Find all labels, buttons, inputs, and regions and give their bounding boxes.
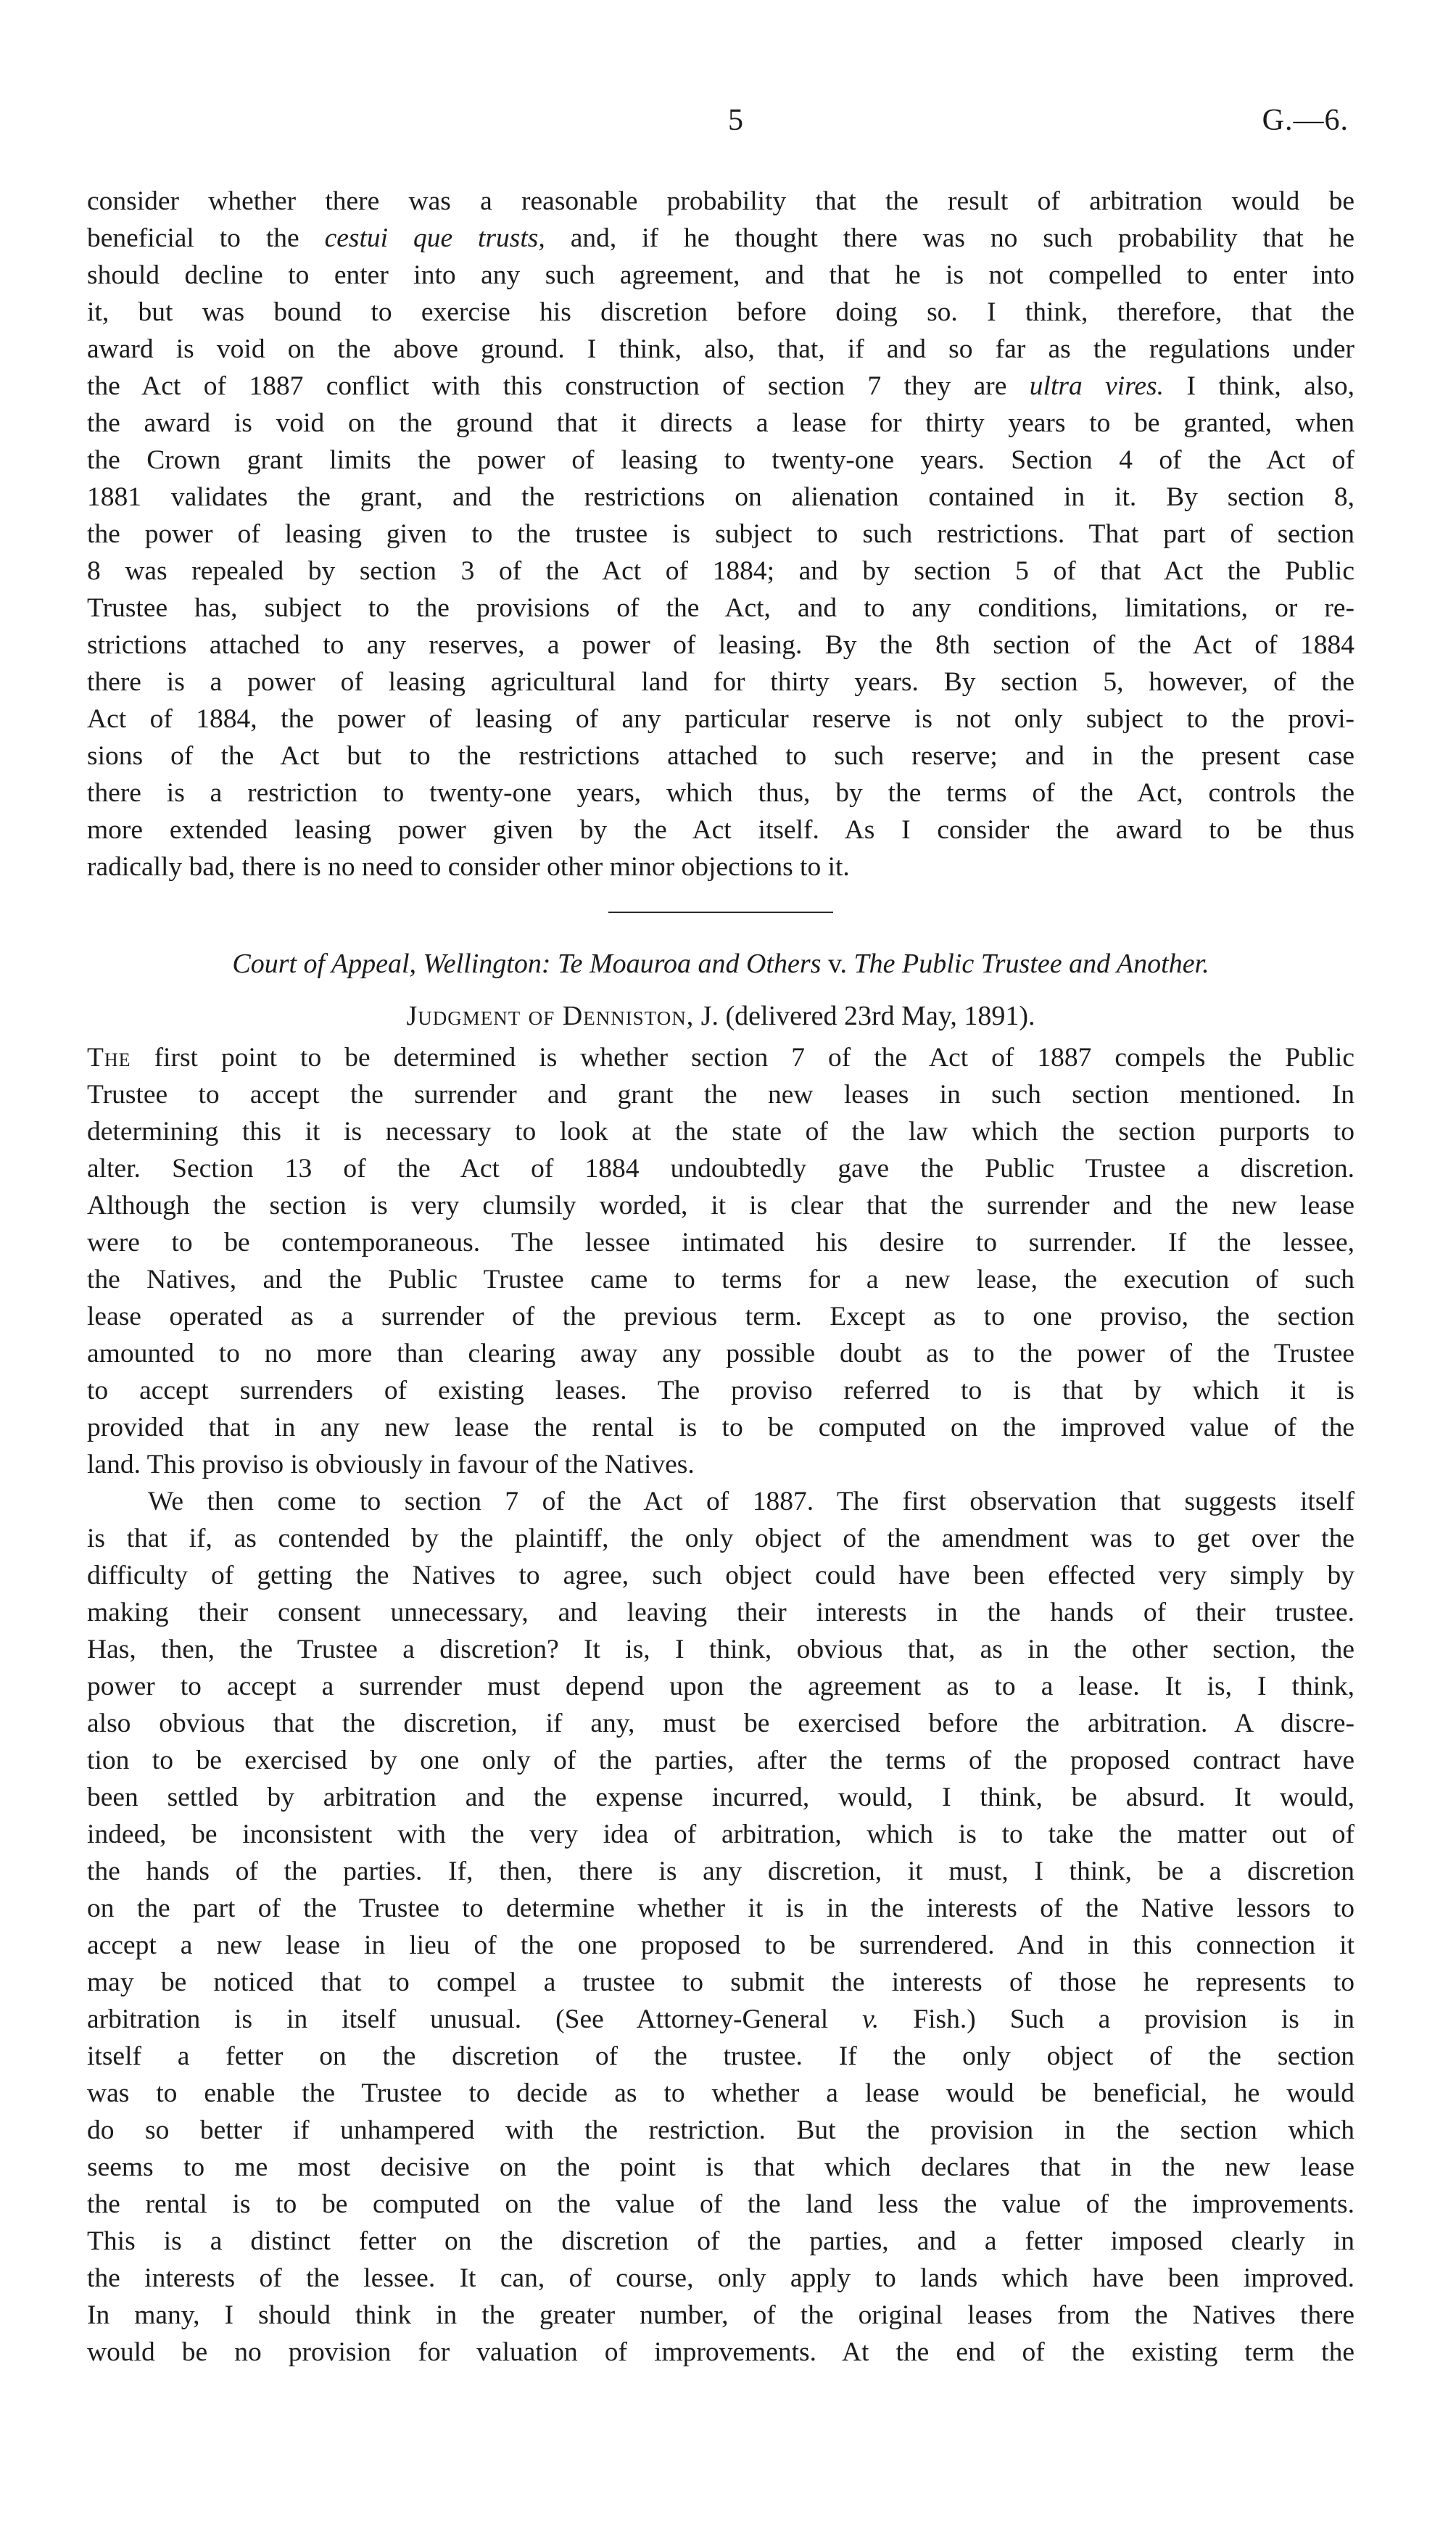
paragraph-line: [87, 183, 1354, 220]
paragraph-line: [87, 1557, 1354, 1594]
paragraph-line: [87, 2186, 1354, 2223]
paragraph-line: [87, 701, 1354, 738]
line-text: would be no provision for valuation of improvements. At the end of the existing term the: [87, 2337, 1354, 2367]
line-text: We then come to section 7 of the Act of 1887. The first observation that suggests itself: [148, 1487, 1354, 1516]
paragraph-line: [87, 2260, 1354, 2297]
paragraph-line: [87, 1631, 1354, 1668]
page-body: [87, 183, 1354, 2371]
paragraph-line: [87, 775, 1354, 811]
line-text: the Act of 1887 conflict with this construction of section 7 they are: [87, 371, 1030, 401]
line-text: the power of leasing given to the trustee is subject to such restrictions. That part of section: [87, 519, 1354, 549]
paragraph-line: [87, 1261, 1354, 1298]
line-text: the interests of the lessee. It can, of course, only apply to lands which have been improved.: [87, 2263, 1354, 2293]
paragraph-line: [87, 553, 1354, 590]
case-title-court-parties: Court of Appeal, Wellington: Te Moauroa and Others: [232, 949, 822, 979]
line-text: consider whether there was a reasonable probability that the result of arbitration would be: [87, 186, 1354, 216]
page-header: [0, 103, 1456, 146]
paragraph-line: [87, 1187, 1354, 1224]
paragraph-line: [87, 2334, 1354, 2371]
italic-term: cestui que trusts,: [324, 223, 545, 253]
line-text: strictions attached to any reserves, a power of leasing. By the 8th section of the Act of 1884: [87, 630, 1354, 660]
paragraph-line: [87, 1779, 1354, 1816]
line-text: 8 was repealed by section 3 of the Act of 1884; and by section 5 of that Act the Public: [87, 556, 1354, 586]
line-text: indeed, be inconsistent with the very idea of arbitration, which is to take the matter out of: [87, 1820, 1354, 1849]
judgment-paragraph-2: [87, 1483, 1354, 2371]
line-text: is that if, as contended by the plaintiff, the only object of the amendment was to get over the: [87, 1524, 1354, 1553]
paragraph-line: [87, 2038, 1354, 2075]
paragraph-line: [87, 1224, 1354, 1261]
paragraph-line: [87, 2149, 1354, 2186]
line-text: In many, I should think in the greater number, of the original leases from the Natives there: [87, 2300, 1354, 2330]
paragraph-line: [87, 811, 1354, 848]
line-text: it, but was bound to exercise his discretion before doing so. I think, therefore, that the: [87, 297, 1354, 327]
line-text: on the part of the Trustee to determine whether it is in the interests of the Native lessors to: [87, 1893, 1354, 1923]
judgment-paragraph-1-body: [87, 1076, 1354, 1483]
page-number: 5: [728, 104, 743, 137]
paragraph-line: [87, 1890, 1354, 1927]
section-divider: [608, 912, 833, 913]
line-text: was to enable the Trustee to decide as to whether a lease would be beneficial, he would: [87, 2078, 1354, 2108]
judgment-heading: [87, 997, 1354, 1035]
judgment-continuation-paragraph: [87, 183, 1354, 885]
line-text: Trustee to accept the surrender and grant the new leases in such section mentioned. In: [87, 1080, 1354, 1110]
line-text: the Crown grant limits the power of leasing to twenty-one years. Section 4 of the Act of: [87, 445, 1354, 475]
line-text: determining this it is necessary to look at the state of the law which the section purports to: [87, 1117, 1354, 1147]
lead-word: The: [87, 1043, 131, 1073]
case-title-respondents: The Public Trustee and Another.: [853, 949, 1209, 979]
line-text: beneficial to the: [87, 223, 325, 253]
line-text: were to be contemporaneous. The lessee intimated his desire to surrender. If the lessee,: [87, 1228, 1354, 1257]
paragraph-line: [87, 1668, 1354, 1705]
line-text: award is void on the above ground. I think, also, that, if and so far as the regulations under: [87, 334, 1354, 364]
paragraph-line: [87, 1594, 1354, 1631]
line-text: there is a power of leasing agricultural land for thirty years. By section 5, however, of the: [87, 667, 1354, 697]
paragraph-line: [87, 1409, 1354, 1446]
paragraph-line: [87, 2001, 1354, 2038]
paragraph-line: [87, 1335, 1354, 1372]
paragraph-line: [87, 590, 1354, 627]
paragraph-line: [87, 1372, 1354, 1409]
paragraph-line: [87, 1076, 1354, 1113]
paragraph-line: [87, 1113, 1354, 1150]
line-text: I think, also,: [1164, 371, 1355, 401]
line-text: sions of the Act but to the restrictions attached to such reserve; and in the present case: [87, 741, 1354, 771]
judgment-paragraph-1: [87, 1039, 1354, 1076]
paragraph-line: [87, 1446, 1354, 1483]
line-text: lease operated as a surrender of the previous term. Except as to one proviso, the section: [87, 1302, 1354, 1331]
judgment-heading-judge: Judgment of Denniston,: [406, 1001, 695, 1031]
line-text: 1881 validates the grant, and the restrictions on alienation contained in it. By section 8,: [87, 482, 1354, 512]
first-line-text: first point to be determined is whether section 7 of the Act of 1887 compels the Public: [131, 1043, 1354, 1073]
paragraph-line: [87, 1520, 1354, 1557]
paragraph-line: [87, 664, 1354, 701]
line-text: This is a distinct fetter on the discretion of the parties, and a fetter imposed clearly in: [87, 2226, 1354, 2256]
paragraph-line: [87, 1742, 1354, 1779]
line-text: there is a restriction to twenty-one years, which thus, by the terms of the Act, controls the: [87, 778, 1354, 808]
case-title-versus: v.: [821, 949, 854, 979]
line-text: and, if he thought there was no such probability that he: [545, 223, 1355, 253]
paragraph-line: [87, 405, 1354, 442]
line-text: Has, then, the Trustee a discretion? It is, I think, obvious that, as in the other section, the: [87, 1635, 1354, 1664]
paragraph-line: [87, 368, 1354, 405]
paragraph-line: [87, 294, 1354, 331]
paragraph-line: [87, 2297, 1354, 2334]
line-text: should decline to enter into any such agreement, and that he is not compelled to enter into: [87, 260, 1354, 290]
paragraph-line: [87, 331, 1354, 368]
italic-term: ultra vires.: [1029, 371, 1165, 401]
paragraph-line: [87, 1816, 1354, 1853]
line-text: provided that in any new lease the rental is to be computed on the improved value of the: [87, 1413, 1354, 1442]
line-text: to accept surrenders of existing leases. The proviso referred to is that by which it is: [87, 1376, 1354, 1405]
judgment-heading-date: J. (delivered 23rd May, 1891).: [694, 1001, 1035, 1031]
paragraph-line: [87, 516, 1354, 553]
line-text: Fish.) Such a provision is in: [879, 2004, 1354, 2034]
line-text: the rental is to be computed on the value of the land less the value of the improvements.: [87, 2189, 1354, 2219]
case-title: [87, 945, 1354, 983]
paragraph-line: [87, 442, 1354, 479]
line-text: difficulty of getting the Natives to agree, such object could have been effected very simply by: [87, 1561, 1354, 1590]
line-text: amounted to no more than clearing away any possible doubt as to the power of the Trustee: [87, 1339, 1354, 1368]
line-text: also obvious that the discretion, if any, must be exercised before the arbitration. A discre-: [87, 1709, 1354, 1738]
paragraph-line: [87, 2075, 1354, 2112]
paragraph-line: [87, 738, 1354, 775]
line-text: Although the section is very clumsily worded, it is clear that the surrender and the new lease: [87, 1191, 1354, 1221]
line-text: do so better if unhampered with the restriction. But the provision in the section which: [87, 2115, 1354, 2145]
paragraph-line: [87, 1298, 1354, 1335]
line-text: radically bad, there is no need to consider other minor objections to it.: [87, 852, 850, 882]
paragraph-line: [87, 1964, 1354, 2001]
italic-term: v.: [862, 2004, 880, 2034]
paragraph-line: [87, 220, 1354, 257]
line-text: seems to me most decisive on the point is that which declares that in the new lease: [87, 2152, 1354, 2182]
paragraph-line: [87, 2223, 1354, 2260]
paragraph-line: [87, 1150, 1354, 1187]
line-text: Act of 1884, the power of leasing of any particular reserve is not only subject to the provi-: [87, 704, 1354, 734]
line-text: accept a new lease in lieu of the one proposed to be surrendered. And in this connection it: [87, 1930, 1354, 1960]
line-text: Trustee has, subject to the provisions of the Act, and to any conditions, limitations, or re-: [87, 593, 1354, 623]
paragraph-line: [87, 479, 1354, 516]
line-text: land. This proviso is obviously in favour of the Natives.: [87, 1450, 695, 1479]
paragraph-line: [87, 1853, 1354, 1890]
paragraph-line: [87, 1039, 1354, 1076]
paragraph-line: [87, 1705, 1354, 1742]
line-text: power to accept a surrender must depend upon the agreement as to a lease. It is, I think,: [87, 1672, 1354, 1701]
line-text: been settled by arbitration and the expense incurred, would, I think, be absurd. It would,: [87, 1783, 1354, 1812]
line-text: alter. Section 13 of the Act of 1884 undoubtedly gave the Public Trustee a discretion.: [87, 1154, 1354, 1184]
line-text: itself a fetter on the discretion of the trustee. If the only object of the section: [87, 2041, 1354, 2071]
document-reference: G.—6.: [1262, 104, 1349, 137]
paragraph-line: [87, 848, 1354, 885]
line-text: arbitration is in itself unusual. (See Attorney-General: [87, 2004, 863, 2034]
line-text: the hands of the parties. If, then, there is any discretion, it must, I think, be a discretion: [87, 1857, 1354, 1886]
line-text: more extended leasing power given by the Act itself. As I consider the award to be thus: [87, 815, 1354, 845]
paragraph-line: [87, 2112, 1354, 2149]
line-text: may be noticed that to compel a trustee to submit the interests of those he represents to: [87, 1967, 1354, 1997]
paragraph-line: [87, 257, 1354, 294]
paragraph-line: [87, 627, 1354, 664]
line-text: the Natives, and the Public Trustee came to terms for a new lease, the execution of such: [87, 1265, 1354, 1294]
line-text: the award is void on the ground that it directs a lease for thirty years to be granted, when: [87, 408, 1354, 438]
line-text: making their consent unnecessary, and leaving their interests in the hands of their trustee.: [87, 1598, 1354, 1627]
line-text: tion to be exercised by one only of the parties, after the terms of the proposed contract have: [87, 1746, 1354, 1775]
paragraph-line: [87, 1927, 1354, 1964]
paragraph-line: [87, 1483, 1354, 1520]
